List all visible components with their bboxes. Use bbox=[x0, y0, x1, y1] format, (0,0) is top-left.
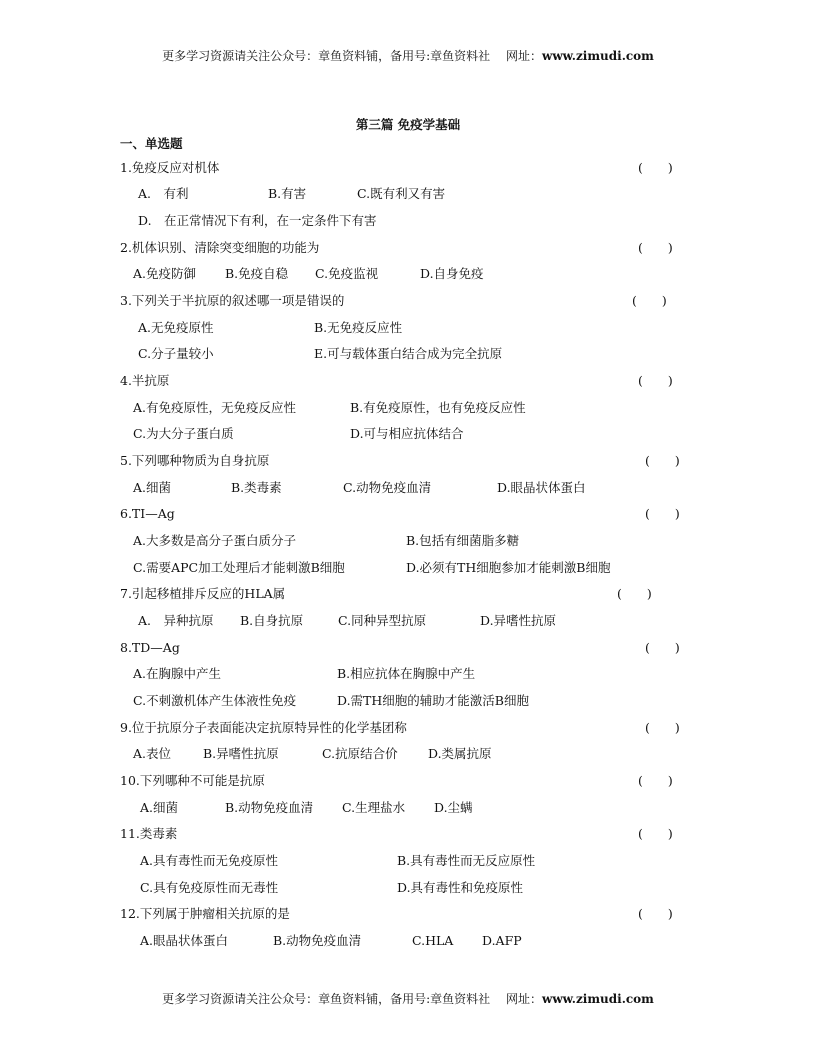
answer-bracket: ( ) bbox=[638, 373, 673, 388]
option: C.免疫监视 bbox=[315, 266, 379, 281]
option: B.免疫自稳 bbox=[225, 266, 289, 281]
option: B.异嗜性抗原 bbox=[203, 746, 279, 761]
question-stem: 8.TD—Ag bbox=[120, 640, 180, 655]
option: C.HLA bbox=[412, 933, 454, 948]
question-stem: 10.下列哪种不可能是抗原 bbox=[120, 773, 265, 788]
option: C.分子量较小 bbox=[138, 346, 214, 361]
option: D.尘螨 bbox=[434, 800, 473, 815]
option: A. 有利 bbox=[138, 186, 189, 201]
answer-bracket: ( ) bbox=[638, 826, 673, 841]
option: C.需要APC加工处理后才能刺激B细胞 bbox=[133, 560, 345, 575]
option: E.可与载体蛋白结合成为完全抗原 bbox=[314, 346, 503, 361]
banner-text: 更多学习资源请关注公众号：章鱼资料铺，备用号:章鱼资料社 网址： bbox=[162, 992, 542, 1006]
option: D.可与相应抗体结合 bbox=[350, 426, 464, 441]
option: B.类毒素 bbox=[231, 480, 282, 495]
banner-text: 更多学习资源请关注公众号：章鱼资料铺，备用号:章鱼资料社 网址： bbox=[162, 49, 542, 63]
option: B.有害 bbox=[268, 186, 307, 201]
option: A.无免疫原性 bbox=[138, 320, 214, 335]
option: C.既有利又有害 bbox=[357, 186, 446, 201]
question-stem: 3.下列关于半抗原的叙述哪一项是错误的 bbox=[120, 293, 345, 308]
option: B.动物免疫血清 bbox=[273, 933, 362, 948]
option: B.具有毒性而无反应原性 bbox=[397, 853, 536, 868]
answer-bracket: ( ) bbox=[645, 720, 680, 735]
option: A.细菌 bbox=[133, 480, 172, 495]
answer-bracket: ( ) bbox=[638, 160, 673, 175]
page-title: 第三篇 免疫学基础 bbox=[355, 117, 461, 132]
option: D.AFP bbox=[482, 933, 522, 948]
option: D.自身免疫 bbox=[420, 266, 484, 281]
option: A.大多数是高分子蛋白质分子 bbox=[133, 533, 297, 548]
option: B.自身抗原 bbox=[240, 613, 304, 628]
option: A.有免疫原性，无免疫反应性 bbox=[133, 400, 297, 415]
option: B.动物免疫血清 bbox=[225, 800, 314, 815]
option: B.包括有细菌脂多糖 bbox=[406, 533, 520, 548]
option: C.抗原结合价 bbox=[322, 746, 398, 761]
option: D.眼晶状体蛋白 bbox=[497, 480, 586, 495]
option: A. 异种抗原 bbox=[138, 613, 214, 628]
option: A.表位 bbox=[133, 746, 172, 761]
answer-bracket: ( ) bbox=[617, 586, 652, 601]
option: D.具有毒性和免疫原性 bbox=[397, 880, 524, 895]
answer-bracket: ( ) bbox=[638, 773, 673, 788]
option: A.细菌 bbox=[140, 800, 179, 815]
question-stem: 1.免疫反应对机体 bbox=[120, 160, 220, 175]
option: C.生理盐水 bbox=[342, 800, 406, 815]
question-stem: 2.机体识别、清除突变细胞的功能为 bbox=[120, 240, 320, 255]
section-heading: 一、单选题 bbox=[120, 136, 183, 151]
question-stem: 4.半抗原 bbox=[120, 373, 170, 388]
option: C.具有免疫原性而无毒性 bbox=[140, 880, 279, 895]
answer-bracket: ( ) bbox=[638, 240, 673, 255]
option: C.同种异型抗原 bbox=[338, 613, 427, 628]
option: A.在胸腺中产生 bbox=[133, 666, 222, 681]
question-stem: 7.引起移植排斥反应的HLA属 bbox=[120, 586, 286, 601]
question-stem: 9.位于抗原分子表面能决定抗原特异性的化学基团称 bbox=[120, 720, 407, 735]
question-stem: 6.TI—Ag bbox=[120, 506, 175, 521]
option: C.动物免疫血清 bbox=[343, 480, 432, 495]
footer-banner bbox=[0, 991, 816, 1007]
option: D. 在正常情况下有利，在一定条件下有害 bbox=[138, 213, 377, 228]
option: D.必须有TH细胞参加才能刺激B细胞 bbox=[406, 560, 611, 575]
answer-bracket: ( ) bbox=[645, 640, 680, 655]
option: A.具有毒性而无免疫原性 bbox=[140, 853, 279, 868]
option: A.眼晶状体蛋白 bbox=[140, 933, 229, 948]
answer-bracket: ( ) bbox=[645, 453, 680, 468]
option: D.类属抗原 bbox=[428, 746, 492, 761]
option: B.无免疫反应性 bbox=[314, 320, 403, 335]
question-stem: 12.下列属于肿瘤相关抗原的是 bbox=[120, 906, 290, 921]
option: C.不刺激机体产生体液性免疫 bbox=[133, 693, 297, 708]
header-banner bbox=[0, 48, 816, 64]
answer-bracket: ( ) bbox=[632, 293, 667, 308]
option: C.为大分子蛋白质 bbox=[133, 426, 234, 441]
option: D.需TH细胞的辅助才能激活B细胞 bbox=[337, 693, 529, 708]
answer-bracket: ( ) bbox=[645, 506, 680, 521]
answer-bracket: ( ) bbox=[638, 906, 673, 921]
banner-url[interactable]: www.zimudi.com bbox=[541, 992, 654, 1006]
option: D.异嗜性抗原 bbox=[480, 613, 557, 628]
option: B.相应抗体在胸腺中产生 bbox=[337, 666, 476, 681]
question-stem: 5.下列哪种物质为自身抗原 bbox=[120, 453, 270, 468]
question-stem: 11.类毒素 bbox=[120, 826, 178, 841]
banner-url[interactable]: www.zimudi.com bbox=[541, 49, 654, 63]
option: B.有免疫原性，也有免疫反应性 bbox=[350, 400, 526, 415]
option: A.免疫防御 bbox=[133, 266, 197, 281]
